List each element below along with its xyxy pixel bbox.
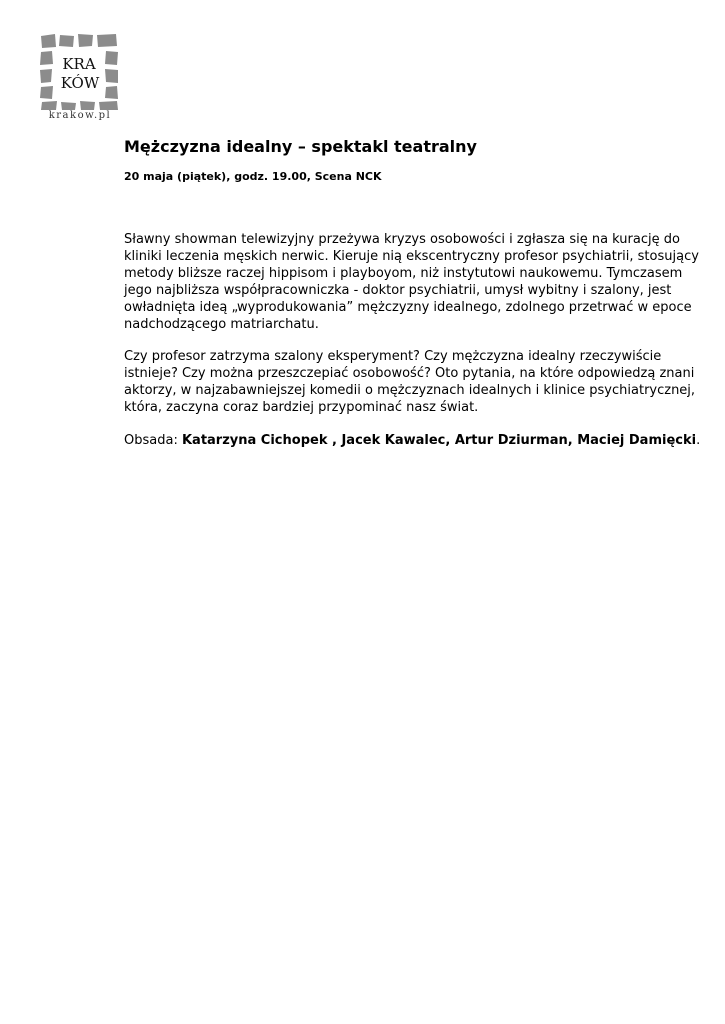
cast-names: Katarzyna Cichopek , Jacek Kawalec, Artur Dziurman, Maciej Damięcki [181,433,697,448]
cast-line [124,432,704,449]
krakow-logo-mark [38,32,122,112]
event-date: 20 maja (piątek), godz. 19.00, Scena NCK [124,170,382,183]
cast-end: . [696,433,701,448]
cast-label: Obsada: [124,433,182,448]
krakow-logo [38,32,122,124]
logo-url: krakow.pl [48,110,112,121]
logo-text-bottom: KÓW [60,74,100,92]
logo-text-top: KRA [62,55,96,73]
description-paragraph-2: Czy profesor zatrzyma szalony eksperyment? Czy mężczyzna idealny rzeczywiście istnieje? Czy można przeszczepiać osobowość? Oto pytania, na które odpowiedzą znani aktorzy, w najzabawniejszej komedii o mężczyznach idealnych i klinice psychiatrycznej, która, zaczyna coraz bardziej przypominać nasz świat. [124,349,696,415]
page-title: Mężczyzna idealny – spektakl teatralny [124,137,477,156]
description-paragraph-1: Sławny showman telewizyjny przeżywa kryzys osobowości i zgłasza się na kurację do kliniki leczenia męskich nerwic. Kieruje nią ekscentryczny profesor psychiatrii, stosujący metody bliższe raczej hippisom i playboyom, niż instytutowi naukowemu. Tymczasem jego najbliższa współpracowniczka - doktor psychiatrii, umysł wybitny i szalony, jest owładnięta ideą „wyprodukowania” mężczyzny idealnego, zdolnego przetrwać w epoce nadchodzącego matriarchatu. [124,232,699,332]
